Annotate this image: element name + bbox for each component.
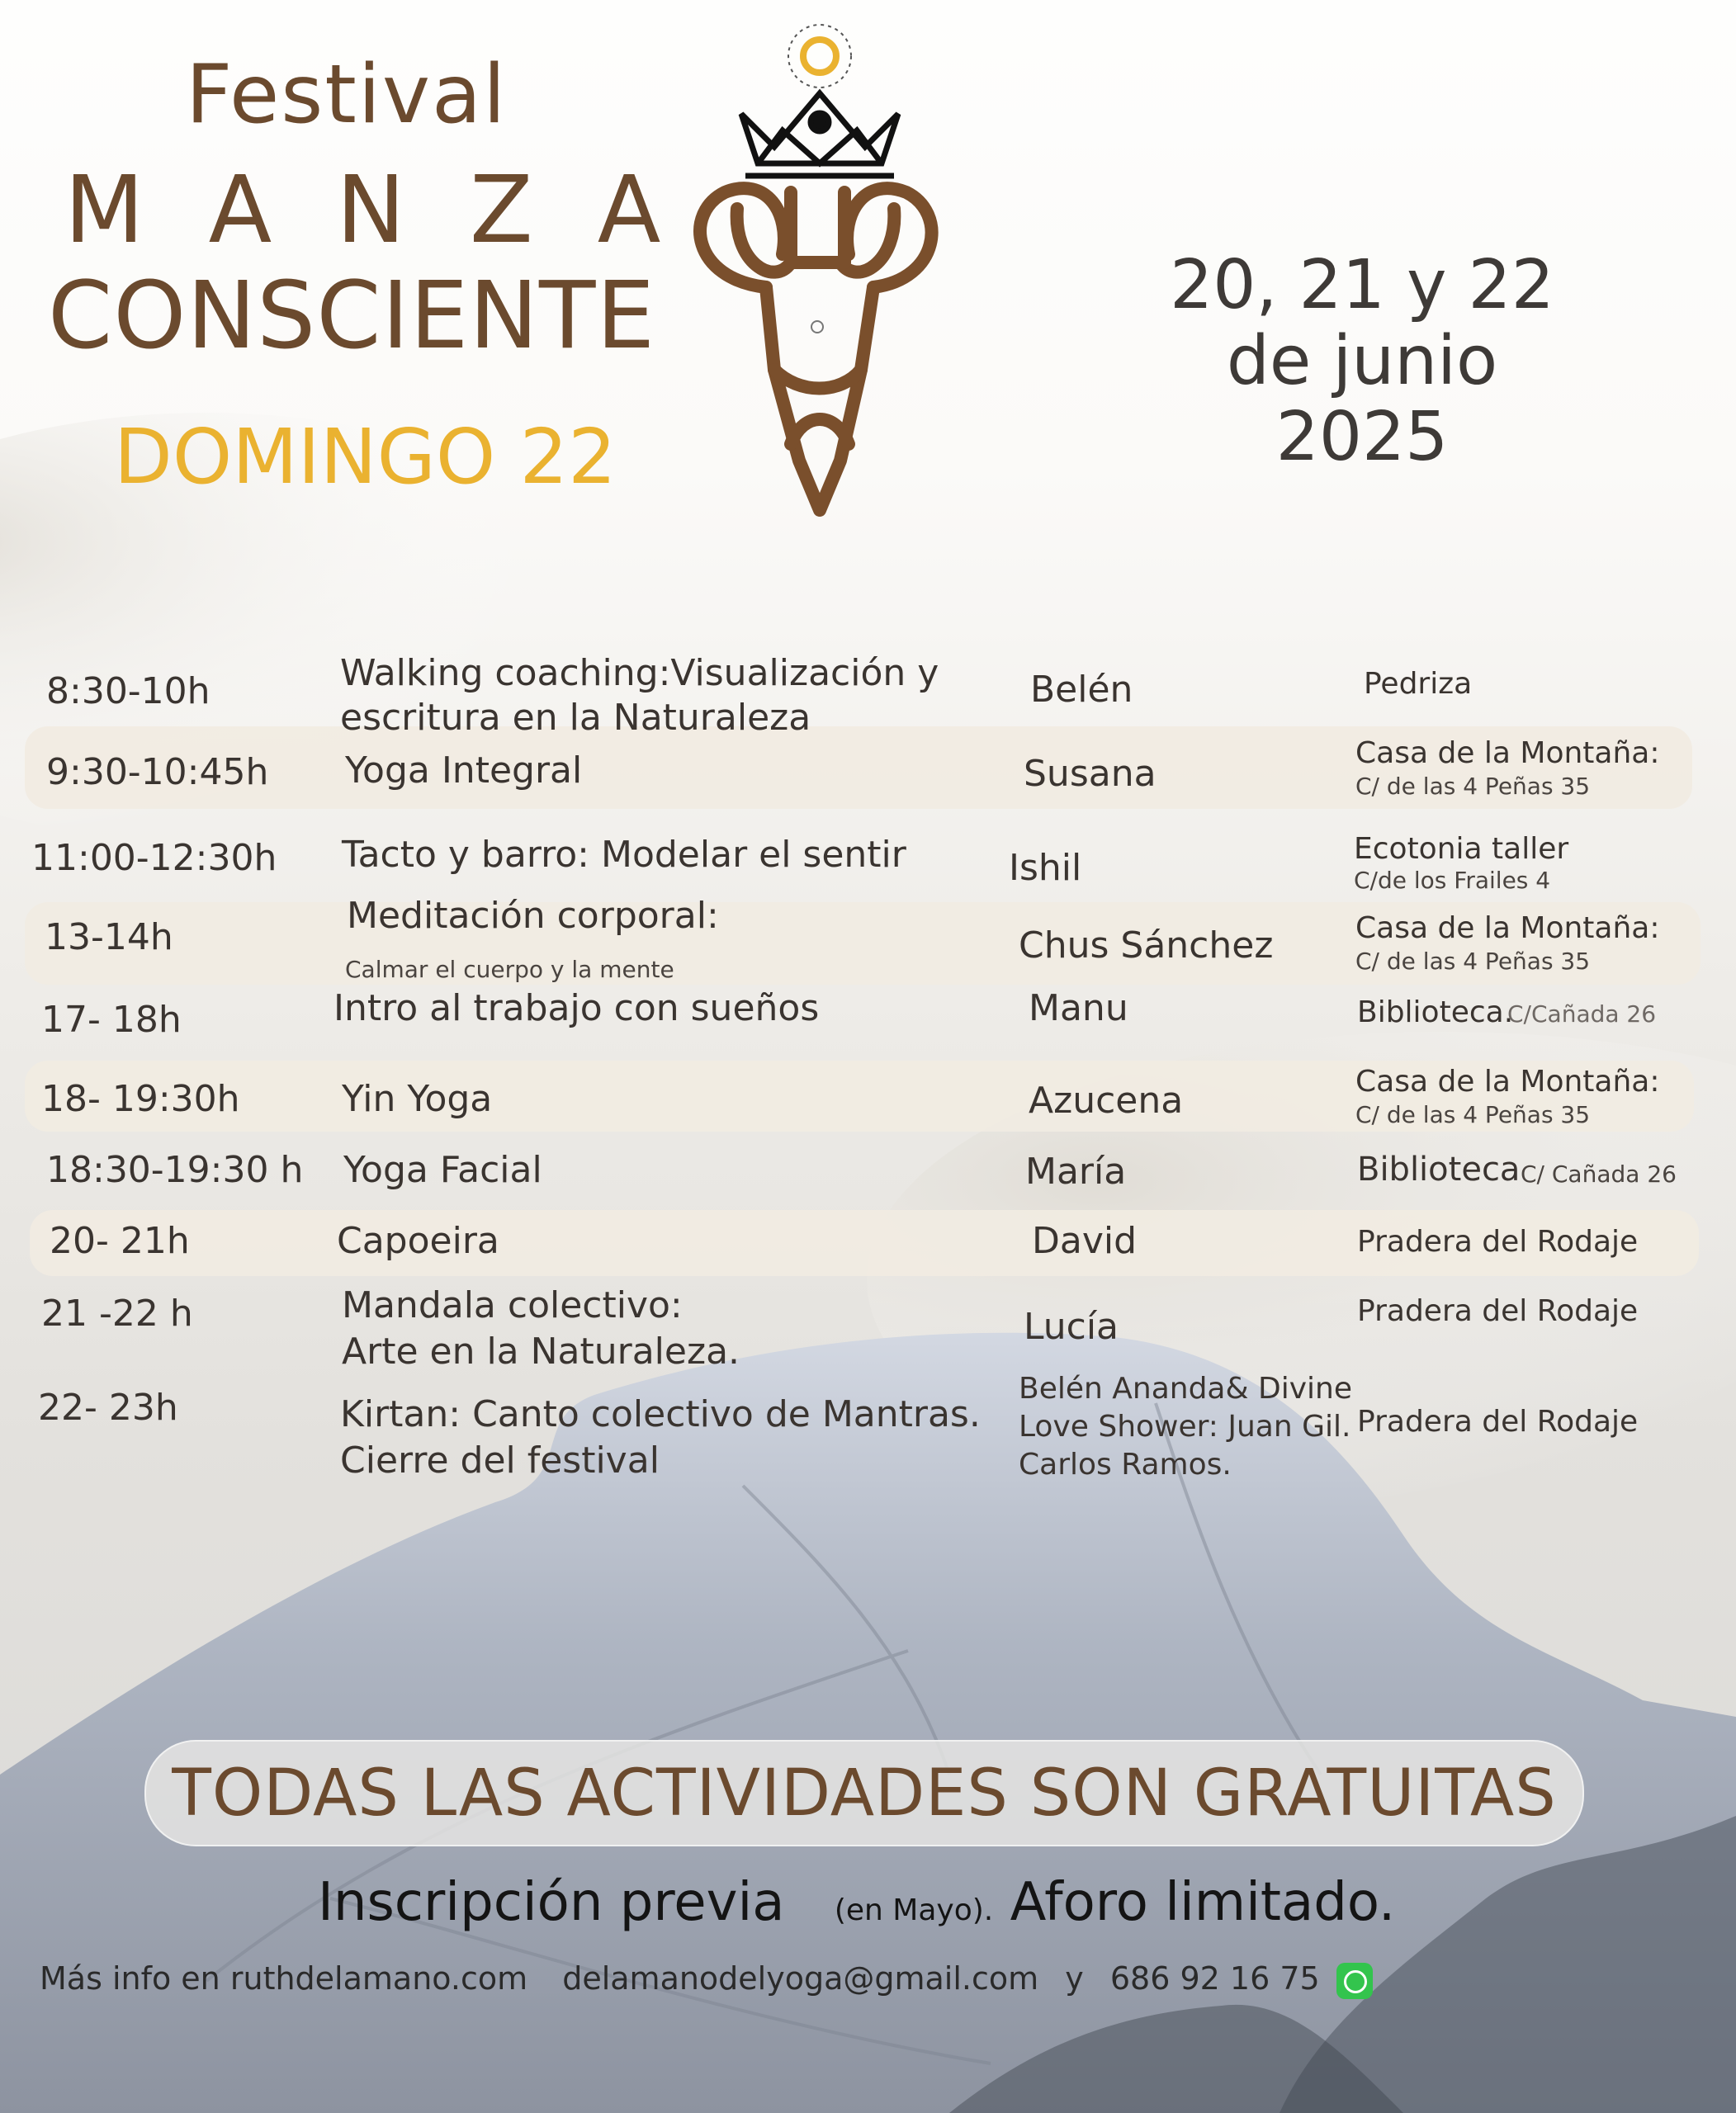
activity-cell: Intro al trabajo con sueños <box>333 987 820 1029</box>
person-cell: Ishil <box>1009 847 1082 889</box>
activity-cell: Yin Yoga <box>342 1078 493 1120</box>
activity-cell: Cierre del festival <box>340 1439 660 1482</box>
title-festival: Festival <box>186 48 508 142</box>
festival-dates <box>1131 248 1593 475</box>
goat-crown-logo <box>675 15 948 527</box>
activity-cell: Meditación corporal: <box>347 895 719 937</box>
person-cell: Manu <box>1029 987 1128 1029</box>
location-address: C/ de las 4 Peñas 35 <box>1355 948 1591 975</box>
activity-cell: Capoeira <box>337 1220 499 1262</box>
banner-text: TODAS LAS ACTIVIDADES SON GRATUITAS <box>172 1756 1557 1831</box>
location-cell: Pradera del Rodaje <box>1357 1405 1639 1439</box>
time-cell: 17- 18h <box>41 999 182 1041</box>
dates-days: 20, 21 y 22 <box>1170 246 1554 324</box>
person-cell: Chus Sánchez <box>1019 924 1274 967</box>
activity-cell: Yoga Integral <box>345 749 583 792</box>
footer-and: y <box>1065 1960 1084 1997</box>
inscription-line <box>318 1872 1395 1933</box>
time-cell: 22- 23h <box>38 1387 178 1429</box>
location-address: C/Cañada 26 <box>1507 1000 1657 1028</box>
time-cell: 18- 19:30h <box>41 1078 240 1120</box>
inscription-main: Inscripción previa <box>318 1872 785 1933</box>
sun-icon <box>788 25 851 87</box>
time-cell: 11:00-12:30h <box>31 837 277 879</box>
location-cell: Pradera del Rodaje <box>1357 1225 1639 1259</box>
person-cell: Lucía <box>1024 1306 1119 1348</box>
title-consciente: CONSCIENTE <box>48 262 656 370</box>
activity-cell: Tacto y barro: Modelar el sentir <box>342 834 906 876</box>
title-manza: MANZA <box>64 157 726 264</box>
free-activities-banner <box>144 1740 1584 1846</box>
person-cell: Belén <box>1030 669 1133 711</box>
location-cell: Pradera del Rodaje <box>1357 1294 1639 1328</box>
time-cell: 21 -22 h <box>41 1293 193 1335</box>
activity-cell: Walking coaching:Visualización y <box>340 652 939 694</box>
person-cell: Azucena <box>1029 1080 1184 1122</box>
website-link[interactable]: ruthdelamano.com <box>229 1960 528 1997</box>
time-cell: 8:30-10h <box>46 670 210 712</box>
activity-cell: Kirtan: Canto colectivo de Mantras. <box>340 1393 981 1435</box>
footer-prefix: Más info en <box>40 1960 220 1997</box>
phone-number[interactable]: 686 92 16 75 <box>1109 1960 1320 1997</box>
person-cell: Susana <box>1024 753 1157 795</box>
time-cell: 13-14h <box>45 916 173 958</box>
person-cell: Carlos Ramos. <box>1019 1448 1232 1482</box>
location-cell: Casa de la Montaña: <box>1355 1065 1660 1099</box>
whatsapp-icon[interactable] <box>1336 1963 1373 1999</box>
location-address: C/ Cañada 26 <box>1521 1160 1677 1188</box>
time-cell: 20- 21h <box>50 1220 190 1262</box>
location-address: C/de los Frailes 4 <box>1354 867 1551 894</box>
location-cell: Casa de la Montaña: <box>1355 736 1660 770</box>
time-cell: 9:30-10:45h <box>46 751 269 793</box>
activity-detail: Calmar el cuerpo y la mente <box>345 956 674 983</box>
activity-cell: Mandala colectivo: <box>342 1284 683 1326</box>
activity-cell: escritura en la Naturaleza <box>340 697 811 731</box>
location-cell: Pedriza <box>1364 667 1473 701</box>
inscription-when: (en Mayo). <box>834 1893 994 1927</box>
person-cell: David <box>1032 1220 1138 1262</box>
location-cell: Ecotonia taller <box>1354 832 1569 866</box>
dates-year: 2025 <box>1275 398 1449 476</box>
inscription-limit: Aforo limitado. <box>1010 1872 1396 1933</box>
location-address: C/ de las 4 Peñas 35 <box>1355 1101 1591 1128</box>
person-cell: María <box>1025 1151 1127 1193</box>
location-cell: Biblioteca. <box>1357 995 1514 1029</box>
activity-cell: Yoga Facial <box>343 1149 542 1191</box>
location-cell: Biblioteca <box>1357 1151 1521 1189</box>
time-cell: 18:30-19:30 h <box>46 1149 304 1191</box>
email-link[interactable]: delamanodelyoga@gmail.com <box>562 1960 1039 1997</box>
footer-contact <box>40 1960 1373 1999</box>
activity-cell: Arte en la Naturaleza. <box>342 1331 740 1373</box>
location-address: C/ de las 4 Peñas 35 <box>1355 773 1591 800</box>
person-cell: Love Shower: Juan Gil. <box>1019 1410 1351 1444</box>
person-cell: Belén Ananda& Divine <box>1019 1372 1352 1406</box>
crown-icon <box>741 93 898 176</box>
day-label: DOMINGO 22 <box>114 413 617 501</box>
goat-head-icon <box>700 188 931 510</box>
location-cell: Casa de la Montaña: <box>1355 911 1660 945</box>
dates-month: de junio <box>1226 322 1498 400</box>
